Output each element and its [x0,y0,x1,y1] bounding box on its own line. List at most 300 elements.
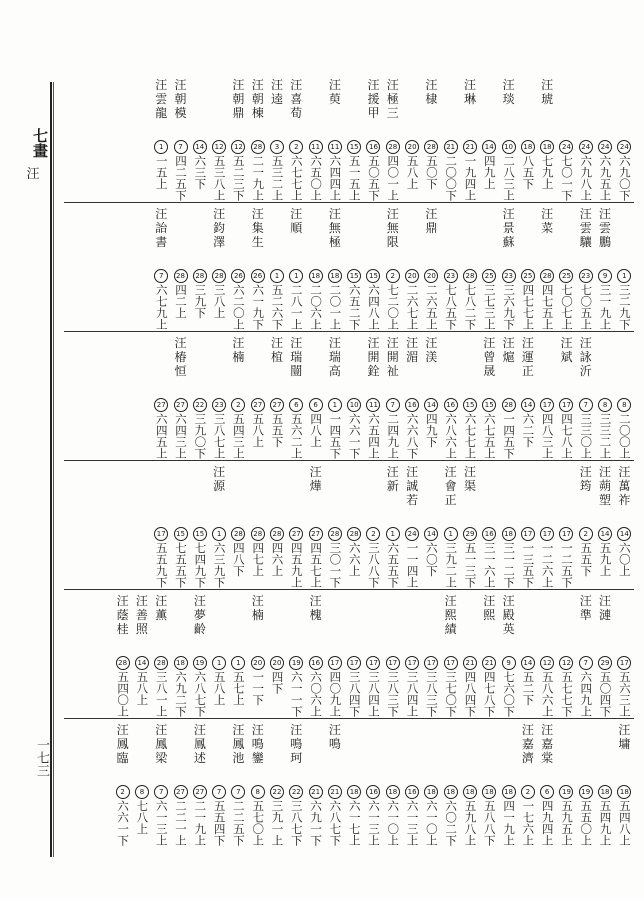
index-entry [306,78,325,201]
entry-reference [270,140,284,201]
page-reference: 六四五上 [154,413,169,459]
page-margin [18,120,48,840]
page-reference: 六八七下 [193,671,208,717]
volume-number: 14 [521,656,535,670]
entry-name: 汪 筠 [579,465,592,493]
volume-number: 11 [309,140,323,154]
index-entry [190,465,209,588]
volume-number: 28 [540,269,554,283]
volume-number: 22 [289,785,303,799]
entry-name: 汪 琥 [541,78,554,106]
volume-number: 29 [463,527,477,541]
entry-reference [328,398,342,459]
index-entry [364,336,383,459]
page-reference: 六一三上 [154,800,169,846]
page-reference: 六九二下 [174,671,189,717]
page-reference: 三九二上 [444,542,459,588]
entry-reference [347,269,361,330]
volume-number: 6 [540,785,554,799]
entry-name: 汪 鳳 梁 [155,723,168,765]
index-entry [402,207,421,330]
page-reference: 四六上 [270,542,285,577]
volume-number: 28 [424,140,438,154]
volume-number: 6 [309,398,323,412]
entry-reference [424,269,438,330]
entry-reference [521,656,535,706]
volume-number: 16 [444,398,458,412]
entry-name: 汪 椿 恒 [174,336,187,378]
volume-number: 6 [289,398,303,412]
volume-number: 17 [424,656,438,670]
index-entry [383,594,402,717]
index-entry [190,594,209,717]
index-entry [171,336,190,459]
index-band [64,465,634,590]
page-reference: 六八六上 [444,413,459,459]
page-reference: 六一七上 [347,800,362,846]
entry-reference [482,398,496,459]
volume-number: 27 [309,527,323,541]
entry-reference [328,269,342,330]
page-reference: 二二一上 [174,800,189,846]
page-reference: 三〇一下 [328,542,343,588]
page-reference: 五五下 [270,413,285,448]
entry-reference [559,269,573,330]
page-reference: 七〇五上 [579,284,594,330]
page-reference: 五八上 [251,413,266,448]
page-reference: 五四九上 [598,800,613,846]
volume-number: 17 [559,398,573,412]
volume-number: 14 [135,656,149,670]
page-reference: 五四三上 [231,413,246,459]
volume-number: 28 [174,269,188,283]
entry-reference [502,269,516,330]
page-reference: 一二六上 [540,542,555,588]
page-reference: 三一二下 [502,542,517,588]
volume-number: 28 [251,140,265,154]
entry-reference [174,398,188,459]
volume-number: 17 [386,656,400,670]
volume-number: 2 [231,398,245,412]
page-reference: 六一一下 [289,671,304,717]
entry-reference [231,398,245,459]
entry-reference [540,269,554,330]
entry-reference [540,398,554,459]
index-entry [538,336,557,459]
entry-reference [212,527,226,588]
entry-name: 汪 源 [213,465,226,493]
volume-number: 28 [212,269,226,283]
index-entry [480,723,499,846]
page-reference: 五三二上 [270,155,285,201]
page-reference: 四七上 [251,542,266,577]
page-reference: 七〇七上 [559,284,574,330]
volume-number: 22 [270,785,284,799]
volume-number: 1 [289,269,303,283]
entry-reference [366,527,380,588]
page-reference: 二八三上 [502,155,517,201]
volume-number: 7 [579,398,593,412]
volume-number: 25 [482,269,496,283]
volume-number: 8 [598,398,612,412]
page-reference: 五一三下 [463,542,478,588]
entry-reference [463,656,477,717]
index-band [64,207,634,332]
entry-reference [386,656,400,717]
entry-reference [540,527,554,588]
page-reference: 六〇二下 [444,800,459,846]
entry-name: 汪 鈞 澤 [213,207,226,249]
index-entry [480,207,499,330]
index-entry [518,336,537,459]
entry-reference [231,527,245,577]
page-reference: 二〇〇下 [444,155,459,201]
index-band [64,336,634,461]
entry-reference [463,527,477,588]
index-entry [422,78,441,201]
page-reference: 六四八上 [366,284,381,330]
volume-number: 23 [212,398,226,412]
volume-number: 7 [154,785,168,799]
entry-reference [598,785,612,846]
index-entry [576,78,595,201]
index-entry [518,723,537,846]
volume-number: 7 [231,785,245,799]
index-entry [306,336,325,459]
entry-name: 汪 鳳 臨 [116,723,129,765]
index-entry [345,594,364,717]
index-entry [364,78,383,201]
index-entry [499,78,518,201]
index-entry [152,336,171,459]
entry-reference [598,269,612,330]
index-entry [460,465,479,588]
volume-number: 18 [482,785,496,799]
entry-reference [135,785,149,835]
entry-name: 汪 朝 棟 [251,78,264,120]
entry-name: 汪 極 三 [386,78,399,120]
volume-number: 24 [617,140,631,154]
volume-number: 28 [154,656,168,670]
entry-reference [444,656,458,717]
volume-number: 28 [193,269,207,283]
page-reference: 三一六上 [482,542,497,588]
page-reference: 二〇〇上 [617,413,632,459]
index-entry [248,723,267,846]
index-entry [229,723,248,846]
index-entry [576,723,595,846]
margin-rule [50,82,52,857]
volume-number: 26 [231,269,245,283]
page-reference: 七四九下 [193,542,208,588]
page-reference: 五七七下 [559,671,574,717]
volume-number: 18 [617,785,631,799]
entry-name: 汪 瑞 闓 [290,336,303,378]
entry-reference [559,398,573,459]
entry-name: 汪 鳴 珂 [290,723,303,765]
index-entry [248,336,267,459]
index-entry [287,78,306,201]
index-entry [364,723,383,846]
entry-reference [598,527,612,577]
index-entry [267,723,286,846]
entry-name: 汪 準 [579,594,592,622]
volume-number: 14 [482,140,496,154]
index-entry [306,723,325,846]
page-reference: 六六上 [347,542,362,577]
entry-name: 汪 棣 [425,78,438,106]
page-reference: 五九八上 [463,800,478,846]
entry-reference [309,269,323,330]
entry-name: 汪 雲 鵬 [599,207,612,249]
volume-number: 7 [212,785,226,799]
page-reference: 三一九上 [598,284,613,330]
volume-number: 14 [424,527,438,541]
index-entry [267,465,286,588]
entry-reference [289,398,303,459]
entry-name: 汪 雲 驤 [579,207,592,249]
index-entry [190,78,209,201]
volume-number: 15 [347,269,361,283]
index-entry [422,207,441,330]
volume-number: 17 [559,527,573,541]
index-entry [538,465,557,588]
index-entry [229,594,248,717]
entry-name: 汪 漣 [599,594,612,622]
volume-number: 16 [366,785,380,799]
page-reference: 七八上 [135,800,150,835]
volume-number: 14 [617,527,631,541]
index-entry [287,594,306,717]
entry-name: 汪 誠 若 [406,465,419,507]
page-reference: 五一五上 [347,155,362,201]
entry-reference [579,140,593,201]
volume-number: 20 [405,269,419,283]
volume-number: 7 [174,140,188,154]
volume-number: 21 [444,140,458,154]
entry-reference [251,398,265,448]
entry-reference [617,527,631,577]
volume-number: 17 [154,527,168,541]
page-reference: 二〇六上 [309,284,324,330]
page-reference: 六五二下 [347,284,362,330]
index-entry [499,594,518,717]
page-reference: 六四三上 [174,413,189,459]
entry-reference [386,269,400,330]
volume-number: 16 [309,656,323,670]
index-entry [287,336,306,459]
entry-reference [405,269,419,330]
index-band [64,78,634,203]
volume-number: 15 [366,269,380,283]
index-entry [441,723,460,846]
page-reference: 三八一上 [154,671,169,717]
entry-name: 汪 楠 [251,594,264,622]
entry-reference [309,140,323,201]
index-entry [306,207,325,330]
volume-number: 10 [347,398,361,412]
entry-reference [193,527,207,588]
entry-name: 汪 槐 [309,594,322,622]
volume-number: 24 [559,140,573,154]
index-entry [171,465,190,588]
page-reference: 五四八上 [617,800,632,846]
volume-number: 15 [463,398,477,412]
volume-number: 18 [463,785,477,799]
page-reference: 五〇下 [424,155,439,190]
entry-reference [598,398,612,459]
entry-reference [502,398,516,459]
index-entry [595,594,614,717]
entry-reference [328,527,342,588]
volume-number: 12 [231,140,245,154]
page-reference: 三七三上 [482,284,497,330]
entry-reference [444,785,458,846]
index-entry [615,465,634,588]
volume-number: 21 [482,656,496,670]
entry-reference [444,269,458,330]
volume-number: 14 [193,140,207,154]
volume-number: 1 [617,269,631,283]
index-entry [595,207,614,330]
page-reference: 四七八下 [482,671,497,717]
entry-reference [347,140,361,201]
index-entry [267,78,286,201]
page-reference: 五二下 [521,671,536,706]
page-reference: 三八七下 [289,800,304,846]
entry-name: 汪 會 正 [444,465,457,507]
volume-number: 14 [598,527,612,541]
entry-name: 汪 嘉 濟 [521,723,534,765]
volume-number: 27 [174,398,188,412]
index-entry [402,465,421,588]
entry-name: 汪 景 蘇 [502,207,515,249]
index-entry [364,465,383,588]
entry-name: 汪 集 生 [251,207,264,249]
volume-number: 14 [424,398,438,412]
index-entry [460,723,479,846]
page-reference: 六七七上 [289,155,304,201]
volume-number: 12 [212,140,226,154]
entry-reference [424,398,438,448]
page-reference: 六五四上 [366,413,381,459]
volume-number: 18 [598,785,612,799]
index-entry [229,465,248,588]
page-reference: 三六九下 [502,284,517,330]
entry-reference [231,140,245,201]
index-entry [460,336,479,459]
page-reference: 五〇五下 [366,155,381,201]
entry-reference [251,656,265,706]
index-entry [557,723,576,846]
volume-number: 28 [270,527,284,541]
page-reference: 六五〇上 [309,155,324,201]
entry-reference [502,656,516,717]
page-reference: 六四九上 [579,671,594,717]
entry-reference [347,527,361,577]
page-reference: 六三下 [193,155,208,190]
index-entry [325,336,344,459]
page-reference: 五八八下 [482,800,497,846]
index-entry [595,336,614,459]
index-entry [113,594,132,717]
page-reference: 五八六上 [540,671,555,717]
volume-number: 3 [270,140,284,154]
volume-number: 22 [193,398,207,412]
index-entry [518,594,537,717]
surname-label: 汪 [26,167,40,182]
entry-reference [193,269,207,319]
entry-name: 汪 曾 晟 [483,336,496,378]
volume-number: 25 [521,269,535,283]
page-reference: 一一下 [251,671,266,706]
entry-reference [174,785,188,846]
page-reference: 六五五下 [386,542,401,588]
volume-number: 1 [386,527,400,541]
volume-number: 25 [559,269,573,283]
page-reference: 八五下 [521,155,536,190]
entry-name: 汪 逵 [271,78,284,106]
volume-number: 28 [347,527,361,541]
index-entry [499,465,518,588]
volume-number: 16 [482,527,496,541]
page-reference: 五八上 [405,155,420,190]
index-entry [538,594,557,717]
page-reference: 一三五下 [521,542,536,588]
page-reference: 五六三上 [617,671,632,717]
volume-number: 26 [251,269,265,283]
page-reference: 二六五上 [424,284,439,330]
entry-reference [463,398,477,459]
entry-reference [347,398,361,459]
entry-name: 汪 詠 沂 [579,336,592,378]
volume-number: 17 [405,656,419,670]
page-reference: 六二下 [521,413,536,448]
index-entry [422,465,441,588]
entry-name: 汪 殿 英 [502,594,515,636]
page-reference: 四九上 [482,155,497,190]
index-entry [171,594,190,717]
entry-reference [347,785,361,846]
volume-number: 18 [347,785,361,799]
index-entry [325,465,344,588]
entry-reference [289,785,303,846]
volume-number: 24 [579,140,593,154]
entry-reference [405,140,419,190]
index-entry [190,336,209,459]
entry-reference [598,656,612,717]
page-reference: 一五上 [154,155,169,190]
index-band [64,594,634,719]
entry-reference [154,785,168,846]
entry-reference [328,140,342,201]
entry-reference [309,656,323,717]
entry-reference [386,140,400,201]
index-entry [132,723,151,846]
volume-number: 2 [116,785,130,799]
entry-reference [424,527,438,577]
page-reference: 六九一下 [309,800,324,846]
page-reference: 二〇一上 [328,284,343,330]
entry-name: 汪 開 祉 [386,336,399,378]
entry-name: 汪 瑞 高 [328,336,341,378]
volume-number: 1 [212,656,226,670]
page-reference: 三九一上 [270,800,285,846]
entry-name: 汪 燁 [309,465,322,493]
index-entry [209,594,228,717]
index-entry [345,207,364,330]
index-entry [287,207,306,330]
